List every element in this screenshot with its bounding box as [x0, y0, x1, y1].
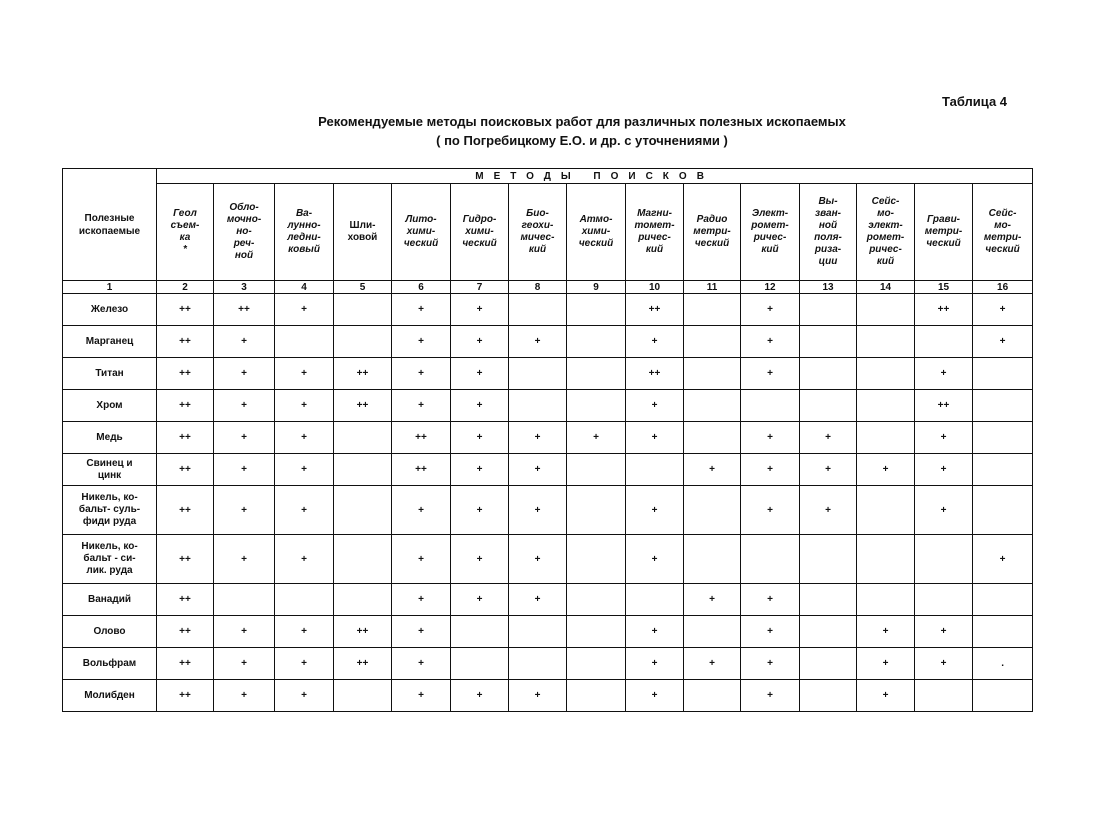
method-cell: [684, 616, 741, 648]
method-cell: [857, 390, 915, 422]
method-cell: +: [451, 422, 509, 454]
table-row: [63, 680, 1033, 712]
mineral-name: Молибден: [63, 680, 157, 712]
method-cell: +: [214, 454, 275, 486]
method-cell: +: [214, 326, 275, 358]
table-row: [63, 535, 1033, 584]
column-number-7: 7: [451, 281, 509, 294]
method-cell: +: [857, 454, 915, 486]
method-cell: [741, 535, 800, 584]
mineral-name: Хром: [63, 390, 157, 422]
method-cell: [567, 326, 626, 358]
method-cell: +: [392, 535, 451, 584]
column-number-12: 12: [741, 281, 800, 294]
method-cell: [334, 422, 392, 454]
method-cell: [567, 680, 626, 712]
mineral-name: Медь: [63, 422, 157, 454]
mineral-name: Титан: [63, 358, 157, 390]
method-cell: [214, 584, 275, 616]
method-cell: [334, 326, 392, 358]
method-cell: +: [275, 680, 334, 712]
method-cell: +: [626, 648, 684, 680]
method-cell: +: [392, 680, 451, 712]
method-cell: ++: [214, 294, 275, 326]
method-cell: +: [626, 680, 684, 712]
column-number-3: 3: [214, 281, 275, 294]
method-cell: [334, 454, 392, 486]
method-cell: +: [684, 648, 741, 680]
method-cell: [567, 454, 626, 486]
method-cell: [509, 616, 567, 648]
method-cell: [800, 584, 857, 616]
table-row: [63, 616, 1033, 648]
method-cell: [334, 680, 392, 712]
method-cell: [857, 535, 915, 584]
method-cell: +: [626, 422, 684, 454]
method-cell: [684, 390, 741, 422]
method-cell: +: [214, 616, 275, 648]
method-cell: [567, 616, 626, 648]
method-cell: [626, 584, 684, 616]
method-cell: +: [214, 648, 275, 680]
method-cell: [684, 680, 741, 712]
method-cell: +: [741, 486, 800, 535]
table-row: [63, 390, 1033, 422]
method-cell: [857, 358, 915, 390]
method-header-16: Сейс- мо- метри- ческий: [973, 184, 1033, 281]
method-cell: [684, 535, 741, 584]
method-cell: ++: [626, 358, 684, 390]
method-cell: [684, 422, 741, 454]
method-cell: ++: [334, 390, 392, 422]
method-header-12: Элект- ромет- ричес- кий: [741, 184, 800, 281]
method-cell: +: [915, 454, 973, 486]
table-row: [63, 326, 1033, 358]
method-cell: ++: [157, 648, 214, 680]
method-cell: +: [800, 486, 857, 535]
method-cell: +: [741, 616, 800, 648]
mineral-name: Марганец: [63, 326, 157, 358]
method-cell: +: [973, 294, 1033, 326]
mineral-name: Ванадий: [63, 584, 157, 616]
method-cell: +: [741, 294, 800, 326]
mineral-name: Никель, ко- бальт- суль- фиди руда: [63, 486, 157, 535]
column-number-11: 11: [684, 281, 741, 294]
method-cell: +: [214, 535, 275, 584]
method-cell: [973, 584, 1033, 616]
method-cell: [509, 390, 567, 422]
method-cell: +: [392, 326, 451, 358]
method-cell: [509, 648, 567, 680]
method-cell: [567, 390, 626, 422]
method-cell: [684, 358, 741, 390]
method-cell: ++: [334, 616, 392, 648]
method-cell: +: [626, 535, 684, 584]
method-cell: [275, 326, 334, 358]
table-row: [63, 294, 1033, 326]
method-cell: ++: [392, 454, 451, 486]
table-row: [63, 584, 1033, 616]
method-cell: [334, 535, 392, 584]
mineral-name: Вольфрам: [63, 648, 157, 680]
method-cell: [451, 648, 509, 680]
method-cell: +: [684, 454, 741, 486]
method-cell: +: [509, 326, 567, 358]
method-cell: +: [451, 680, 509, 712]
method-cell: +: [392, 390, 451, 422]
method-cell: [451, 616, 509, 648]
method-cell: +: [973, 326, 1033, 358]
method-cell: [800, 648, 857, 680]
method-cell: [973, 390, 1033, 422]
method-cell: ++: [157, 390, 214, 422]
method-cell: +: [741, 584, 800, 616]
method-cell: +: [800, 454, 857, 486]
method-cell: [684, 326, 741, 358]
method-cell: [800, 616, 857, 648]
method-cell: .: [973, 648, 1033, 680]
method-cell: [973, 358, 1033, 390]
method-cell: [973, 680, 1033, 712]
method-cell: +: [973, 535, 1033, 584]
method-cell: [973, 486, 1033, 535]
method-cell: +: [509, 454, 567, 486]
method-cell: [275, 584, 334, 616]
method-cell: +: [451, 584, 509, 616]
method-cell: +: [915, 616, 973, 648]
column-number-1: 1: [63, 281, 157, 294]
method-cell: +: [741, 422, 800, 454]
method-cell: +: [451, 326, 509, 358]
method-cell: ++: [915, 294, 973, 326]
method-cell: +: [626, 616, 684, 648]
method-cell: +: [509, 535, 567, 584]
method-cell: +: [741, 326, 800, 358]
group-header: МЕТОДЫ ПОИСКОВ: [157, 169, 1033, 184]
method-cell: +: [857, 616, 915, 648]
method-cell: +: [451, 535, 509, 584]
method-cell: +: [214, 486, 275, 535]
column-number-16: 16: [973, 281, 1033, 294]
table-row: [63, 422, 1033, 454]
method-header-14: Сейс- мо- элект- ромет- ричес- кий: [857, 184, 915, 281]
method-cell: +: [626, 486, 684, 535]
method-cell: +: [741, 454, 800, 486]
method-cell: +: [741, 680, 800, 712]
method-cell: +: [857, 680, 915, 712]
method-cell: +: [915, 486, 973, 535]
table-label: Таблица 4: [942, 94, 1008, 109]
method-cell: [567, 294, 626, 326]
method-cell: [857, 294, 915, 326]
mineral-name: Олово: [63, 616, 157, 648]
method-cell: ++: [157, 294, 214, 326]
method-cell: +: [275, 535, 334, 584]
table-row: [63, 648, 1033, 680]
method-cell: [800, 390, 857, 422]
method-cell: [626, 454, 684, 486]
method-cell: ++: [626, 294, 684, 326]
method-cell: [684, 294, 741, 326]
mineral-name: Железо: [63, 294, 157, 326]
method-cell: [334, 294, 392, 326]
method-cell: [915, 326, 973, 358]
method-cell: +: [214, 680, 275, 712]
method-cell: [857, 422, 915, 454]
method-cell: +: [275, 422, 334, 454]
method-cell: ++: [334, 358, 392, 390]
method-cell: +: [451, 454, 509, 486]
method-cell: +: [626, 326, 684, 358]
method-cell: [567, 648, 626, 680]
method-cell: [684, 486, 741, 535]
method-cell: +: [392, 648, 451, 680]
method-cell: ++: [157, 535, 214, 584]
title-line-1: Рекомендуемые методы поисковых работ для различных полезных ископаемых: [318, 114, 846, 129]
method-cell: +: [567, 422, 626, 454]
method-cell: +: [451, 294, 509, 326]
method-cell: [915, 680, 973, 712]
method-cell: +: [741, 358, 800, 390]
column-number-5: 5: [334, 281, 392, 294]
row-label-header: Полезные ископаемые: [63, 169, 157, 281]
methods-table: [62, 168, 1033, 712]
method-cell: [800, 680, 857, 712]
method-cell: [800, 326, 857, 358]
method-cell: [915, 535, 973, 584]
method-cell: +: [275, 294, 334, 326]
method-cell: +: [275, 358, 334, 390]
method-cell: +: [392, 486, 451, 535]
method-cell: +: [509, 584, 567, 616]
method-cell: [857, 584, 915, 616]
method-cell: +: [392, 616, 451, 648]
method-cell: +: [626, 390, 684, 422]
method-cell: +: [684, 584, 741, 616]
method-header-13: Вы- зван- ной поля- риза- ции: [800, 184, 857, 281]
method-header-5: Шли- ховой: [334, 184, 392, 281]
method-cell: +: [275, 616, 334, 648]
method-cell: ++: [157, 486, 214, 535]
method-cell: +: [275, 648, 334, 680]
method-cell: ++: [157, 358, 214, 390]
method-header-3: Обло- мочно- но- реч- ной: [214, 184, 275, 281]
method-cell: [741, 390, 800, 422]
method-header-9: Атмо- хими- ческий: [567, 184, 626, 281]
method-cell: [973, 616, 1033, 648]
method-cell: [567, 535, 626, 584]
method-cell: +: [451, 358, 509, 390]
method-cell: ++: [157, 422, 214, 454]
method-cell: ++: [915, 390, 973, 422]
column-number-2: 2: [157, 281, 214, 294]
column-number-14: 14: [857, 281, 915, 294]
method-cell: [567, 584, 626, 616]
table-title: [262, 112, 902, 150]
method-cell: +: [214, 390, 275, 422]
method-cell: [800, 358, 857, 390]
method-cell: [567, 486, 626, 535]
method-cell: ++: [392, 422, 451, 454]
method-cell: [800, 294, 857, 326]
method-cell: [800, 535, 857, 584]
method-cell: ++: [157, 584, 214, 616]
method-cell: ++: [157, 454, 214, 486]
method-cell: +: [214, 358, 275, 390]
method-cell: +: [509, 422, 567, 454]
method-cell: +: [741, 648, 800, 680]
method-cell: [973, 422, 1033, 454]
method-cell: ++: [157, 616, 214, 648]
method-cell: [857, 486, 915, 535]
table-row: [63, 486, 1033, 535]
column-number-4: 4: [275, 281, 334, 294]
method-cell: +: [392, 358, 451, 390]
column-number-15: 15: [915, 281, 973, 294]
method-cell: +: [451, 390, 509, 422]
method-cell: [973, 454, 1033, 486]
method-cell: +: [915, 358, 973, 390]
method-header-6: Лито- хими- ческий: [392, 184, 451, 281]
method-cell: +: [275, 390, 334, 422]
method-cell: [915, 584, 973, 616]
method-cell: +: [392, 294, 451, 326]
method-cell: +: [275, 454, 334, 486]
method-header-2: Геол съем- ка *: [157, 184, 214, 281]
method-cell: +: [214, 422, 275, 454]
method-cell: [567, 358, 626, 390]
method-cell: +: [857, 648, 915, 680]
method-cell: ++: [334, 648, 392, 680]
method-cell: +: [451, 486, 509, 535]
method-cell: +: [392, 584, 451, 616]
mineral-name: Свинец и цинк: [63, 454, 157, 486]
method-cell: +: [915, 422, 973, 454]
method-cell: +: [800, 422, 857, 454]
method-cell: ++: [157, 326, 214, 358]
method-header-8: Био- геохи- мичес- кий: [509, 184, 567, 281]
method-header-7: Гидро- хими- ческий: [451, 184, 509, 281]
table-row: [63, 454, 1033, 486]
method-cell: [857, 326, 915, 358]
method-cell: +: [915, 648, 973, 680]
method-cell: [509, 294, 567, 326]
mineral-name: Никель, ко- бальт - си- лик. руда: [63, 535, 157, 584]
table-row: [63, 358, 1033, 390]
method-header-15: Грави- метри- ческий: [915, 184, 973, 281]
column-number-10: 10: [626, 281, 684, 294]
method-cell: ++: [157, 680, 214, 712]
method-cell: [509, 358, 567, 390]
column-number-8: 8: [509, 281, 567, 294]
column-number-9: 9: [567, 281, 626, 294]
method-header-10: Магни- томет- ричес- кий: [626, 184, 684, 281]
title-line-2: ( по Погребицкому Е.О. и др. с уточнениями ): [436, 133, 728, 148]
column-number-13: 13: [800, 281, 857, 294]
method-cell: +: [275, 486, 334, 535]
column-number-6: 6: [392, 281, 451, 294]
method-header-11: Радио метри- ческий: [684, 184, 741, 281]
method-cell: [334, 486, 392, 535]
method-header-4: Ва- лунно- ледни- ковый: [275, 184, 334, 281]
method-cell: +: [509, 486, 567, 535]
method-cell: +: [509, 680, 567, 712]
method-cell: [334, 584, 392, 616]
